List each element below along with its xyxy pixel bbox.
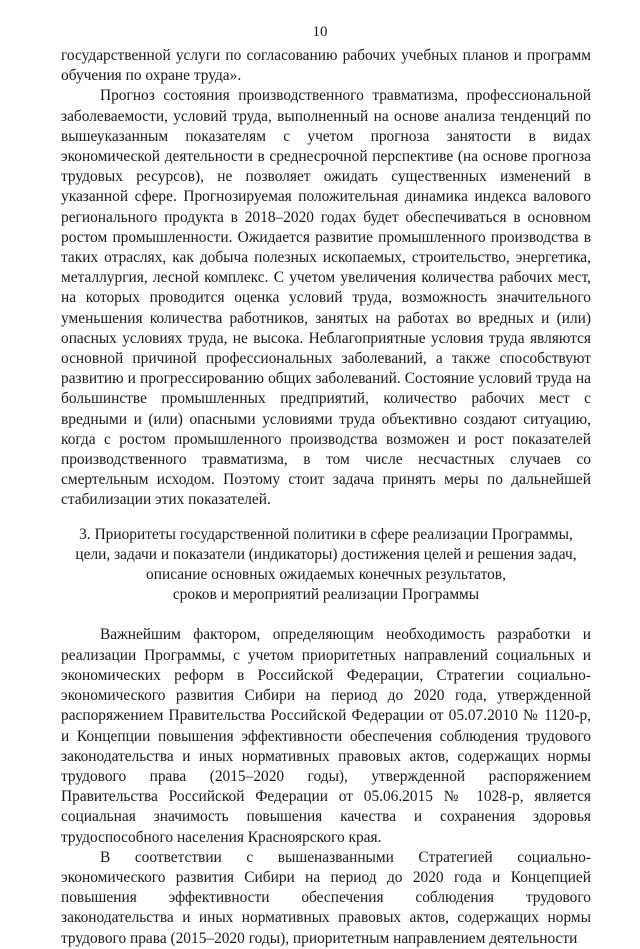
paragraph-continuation: государственной услуги по согласованию рабочих учебных планов и программ обучения по охране труда». (61, 47, 591, 85)
section-heading-line: описание основных ожидаемых конечных результатов, (146, 566, 506, 584)
paragraph-forecast: Прогноз состояния производственного травматизма, профессиональной заболеваемости, условий труда, выполненный на основе анализа тенденций по вышеуказанным показателям с учетом прогноза занятости в видах экономической деятельности в среднесрочной перспективе (на основе прогноза трудовых ресурсов), не позволяет ожидать существенных изменений в указанной сфере. Прогнозируемая положительная динамика индекса валового регионального продукта в 2018–2020 годах будет обеспечиваться в основном ростом промышленности. Ожидается развитие промышленного производства в таких отраслях, как добыча полезных ископаемых, строительство, энергетика, металлургия, лесной комплекс. С учетом увеличения количества рабочих мест, на которых проводится оценка условий труда, возможность значительного уменьшения количества работников, занятых на работах во вредных и (или) опасных условиях труда, не высока. Неблагоприятные условия труда являются основной причиной профессиональных заболеваний, а также способствуют развитию и прогрессированию общих заболеваний. Состояние условий труда на большинстве промышленных предприятий, количество рабочих мест с вредными и (или) опасными условиями труда объективно создают ситуацию, когда с ростом промышленного производства возможен и рост показателей производственного травматизма, в том числе несчастных случаев со смертельным исходом. Поэтому стоит задача принять меры по дальнейшей стабилизации этих показателей. (61, 87, 591, 509)
section-heading-line: сроков и мероприятий реализации Программы (172, 586, 480, 604)
paragraph-strategy: В соответствии с вышеназванными Стратегией социально-экономического развития Сибири на период до 2020 года и Концепцией повышения эффективности обеспечения соблюдения трудового законодательства и иных нормативных правовых актов, содержащих нормы трудового права (2015–2020 годы), приоритетным направлением деятельности (61, 848, 591, 947)
paragraph-priority-factor: Важнейшим фактором, определяющим необходимость разработки и реализации Программы, с учетом приоритетных направлений социальных и экономических реформ в Российской Федерации, Стратегии социально-экономического развития Сибири на период до 2020 года, утвержденной распоряжением Правительства Российской Федерации от 05.07.2010 № 1120-р, и Концепции повышения эффективности обеспечения соблюдения трудового законодательства и иных нормативных правовых актов, содержащих нормы трудового права (2015–2020 годы), утвержденной распоряжением Правительства Российской Федерации от 05.06.2015 № 1028-р, является социальная значимость повышения качества и сохранения здоровья трудоспособного населения Красноярского края. (61, 626, 591, 846)
page-number: 10 (312, 24, 328, 40)
section-heading-line: 3. Приоритеты государственной политики в сфере реализации Программы, (79, 525, 573, 543)
section-heading-line: цели, задачи и показатели (индикаторы) достижения целей и решения задач, (75, 545, 577, 563)
section-heading (61, 525, 591, 606)
document-body (61, 46, 591, 949)
